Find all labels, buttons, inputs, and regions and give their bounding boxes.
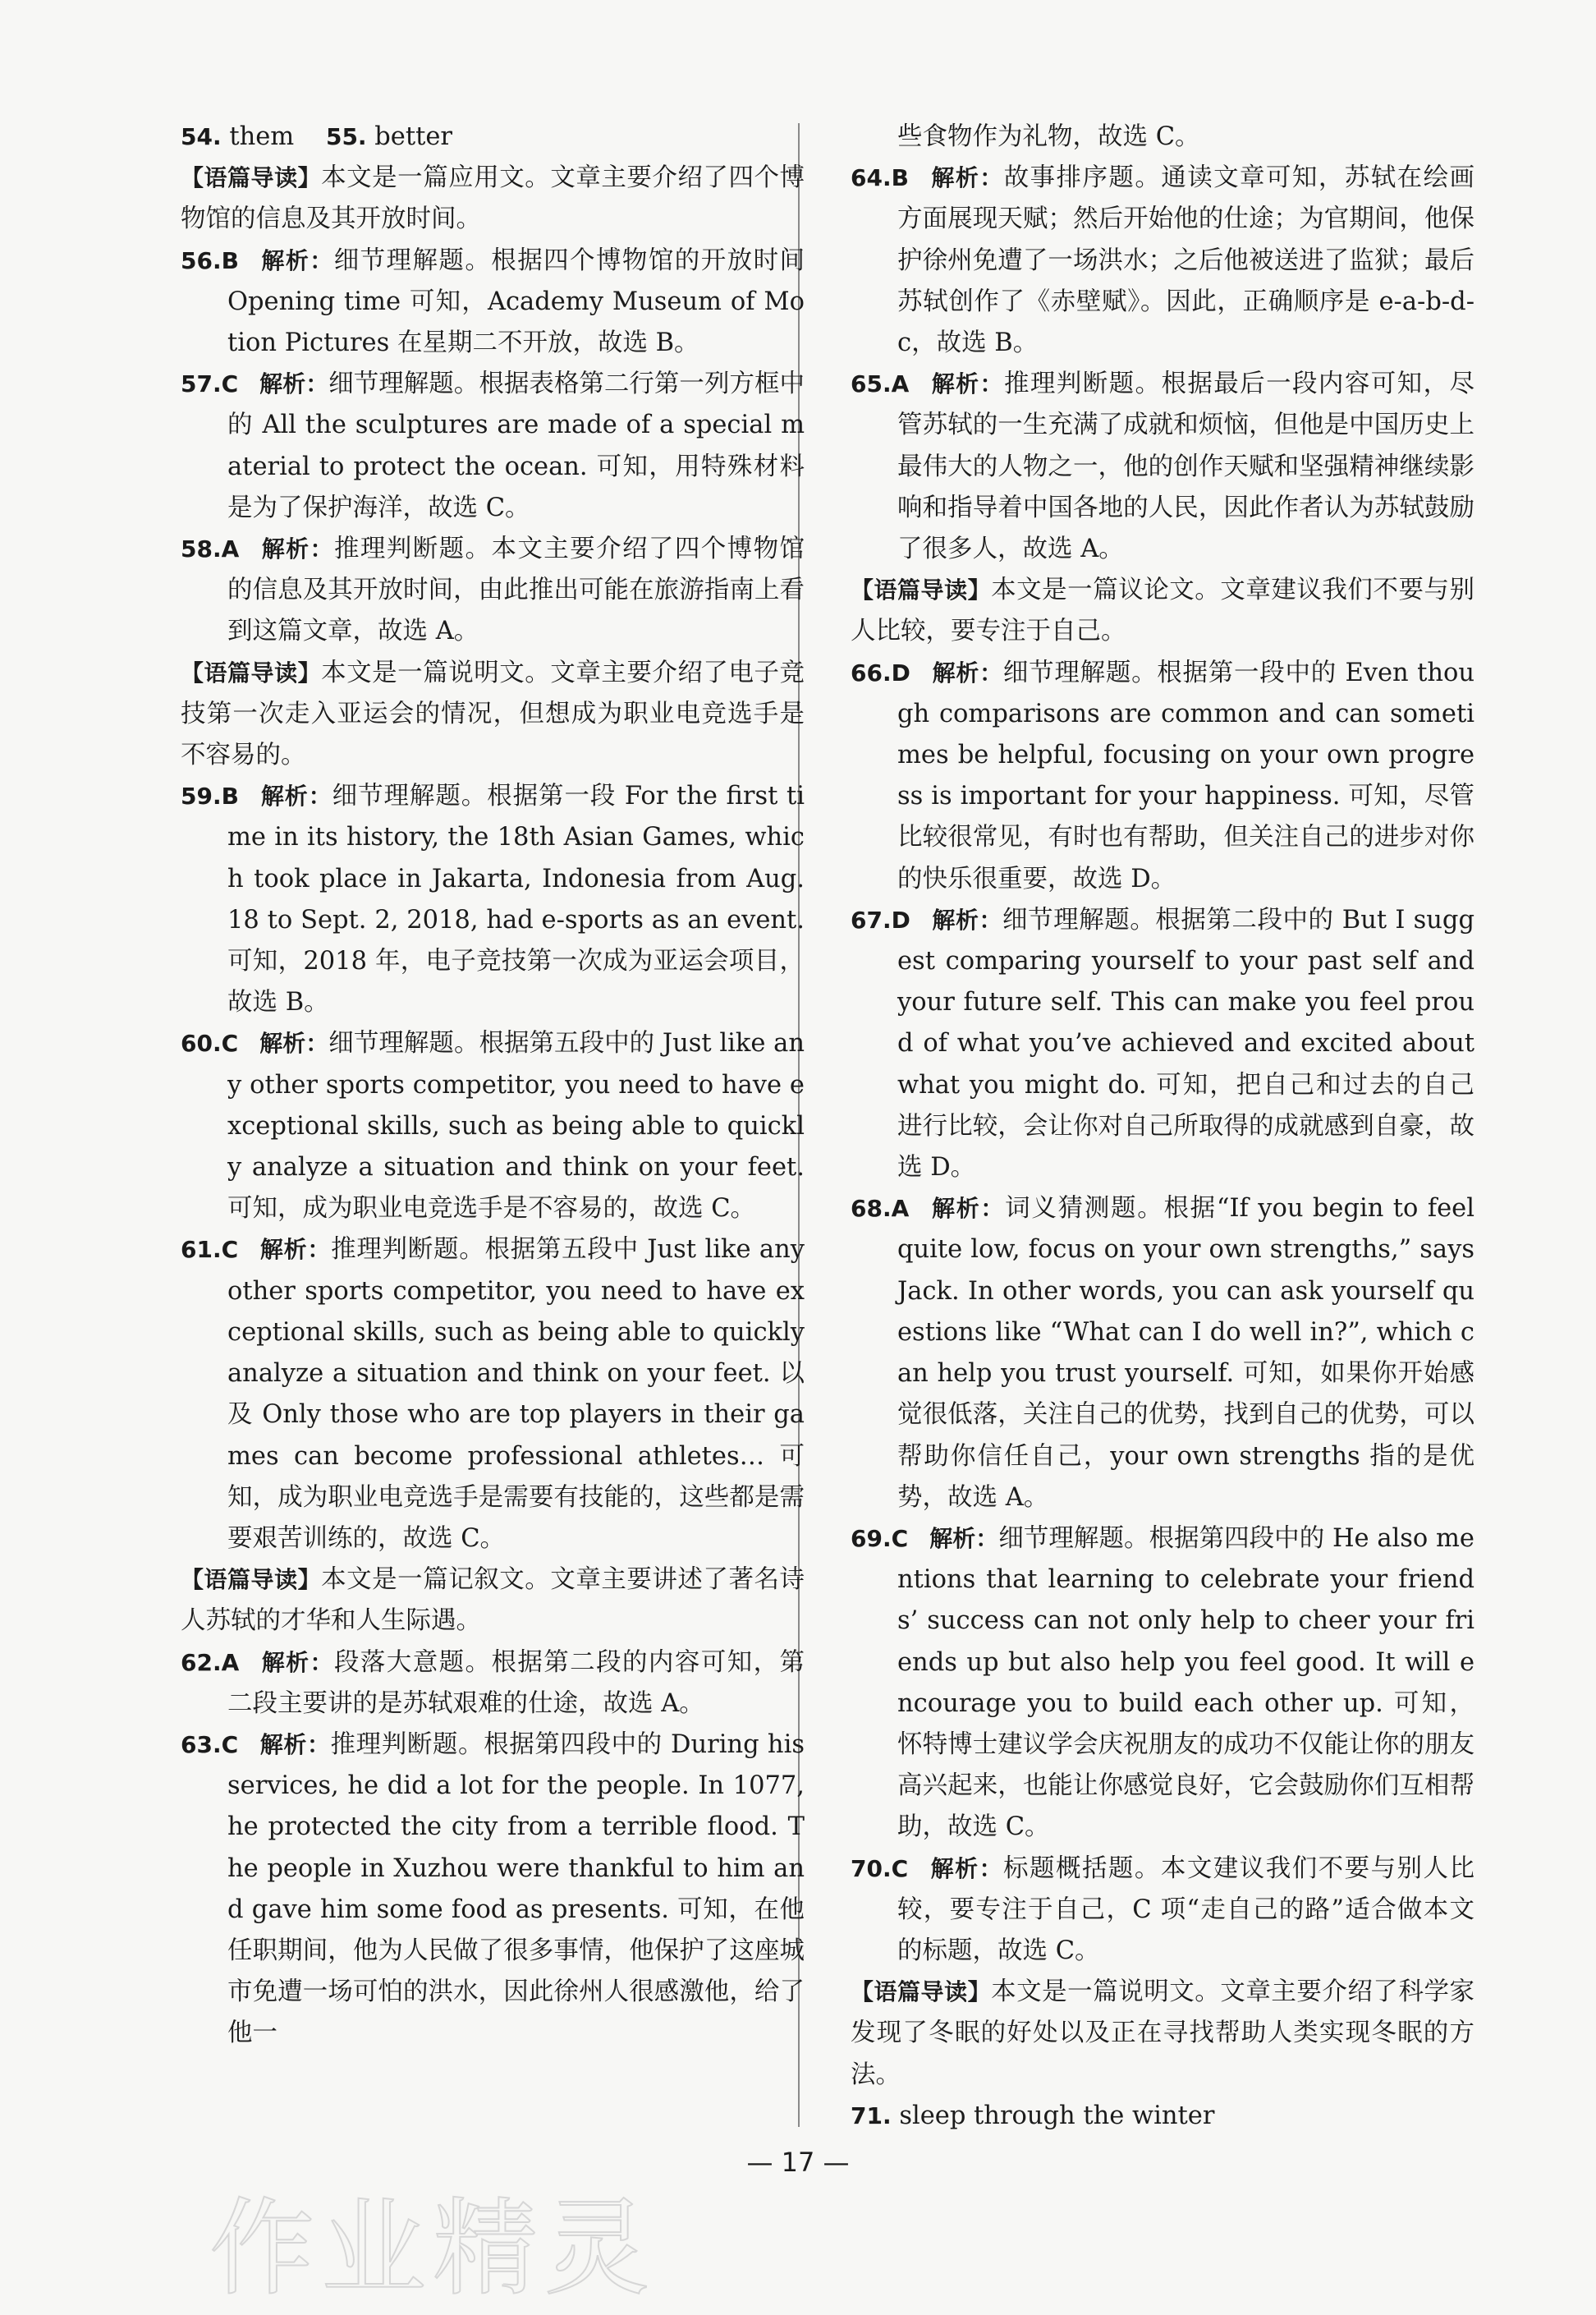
question-61: 61.C 解析：推理判断题。根据第五段中 Just like any other sports competitor, you need to have exceptional skills, such as being able to quickly analyze a situation and think on your feet. 以及 Only those who are top players in their games can become professional athletes… 可知，成为职业电竞选手是需要有技能的，这些都是需要艰苦训练的，故选 C。 — [181, 1235, 805, 1553]
question-65: 65.A 解析：推理判断题。根据最后一段内容可知，尽管苏轼的一生充满了成就和烦恼，但他是中国历史上最伟大的人物之一，他的创作天赋和坚强精神继续影响和指导着中国各地的人民，因此作者认为苏轼鼓励了很多人，故选 A。 — [851, 370, 1474, 564]
passage-guide-4: 【语篇导读】本文是一篇议论文。文章建议我们不要与别人比较，要专注于自己。 — [851, 576, 1474, 646]
question-67: 67.D 解析：细节理解题。根据第二段中的 But I suggest comparing yourself to your past self and your future self. This can make you feel proud of what you’ve achieved and excited about what you might do. 可知，把自己和过去的自己进行比较，会让你对自己所取得的成就感到自豪，故选 D。 — [851, 905, 1474, 1183]
question-62: 62.A 解析：段落大意题。根据第二段的内容可知，第二段主要讲的是苏轼艰难的仕途，故选 A。 — [181, 1647, 805, 1718]
answers-54-55: 54. them 55. better — [181, 122, 452, 151]
question-68: 68.A 解析：词义猜测题。根据“If you begin to feel quite low, focus on your own strengths,” says Jack. In other words, you can ask yourself questions like “What can I do well in?”, which can help you trust yourself. 可知，如果你开始感觉很低落，关注自己的优势，找到自己的优势，可以帮助你信任自己，your own strengths 指的是优势，故选 A。 — [851, 1194, 1474, 1512]
passage-guide-1: 【语篇导读】本文是一篇应用文。文章主要介绍了四个博物馆的信息及其开放时间。 — [181, 163, 805, 234]
passage-guide-5: 【语篇导读】本文是一篇说明文。文章主要介绍了科学家发现了冬眠的好处以及正在寻找帮助人类实现冬眠的方法。 — [851, 1977, 1474, 2089]
question-59: 59.B 解析：细节理解题。根据第一段 For the first time in its history, the 18th Asian Games, which took place in Jakarta, Indonesia from Aug. 18 to Sept. 2, 2018, had e-sports as an event. 可知，2018 年，电子竞技第一次成为亚运会项目，故选 B。 — [181, 782, 805, 1017]
question-63-continued: 些食物作为礼物，故选 C。 — [897, 122, 1200, 151]
left-column — [181, 117, 805, 2055]
question-56: 56.B 解析：细节理解题。根据四个博物馆的开放时间 Opening time 可知，Academy Museum of Motion Pictures 在星期二不开放，故选 B。 — [181, 246, 805, 358]
question-58: 58.A 解析：推理判断题。本文主要介绍了四个博物馆的信息及其开放时间，由此推出可能在旅游指南上看到这篇文章，故选 A。 — [181, 535, 805, 646]
page-number: — 17 — — [746, 2147, 850, 2178]
question-71: 71. sleep through the winter — [851, 2101, 1215, 2130]
passage-guide-3: 【语篇导读】本文是一篇记叙文。文章主要讲述了著名诗人苏轼的才华和人生际遇。 — [181, 1565, 805, 1636]
question-60: 60.C 解析：细节理解题。根据第五段中的 Just like any other sports competitor, you need to have exceptional skills, such as being able to quickly analyze a situation and think on your feet. 可知，成为职业电竞选手是不容易的，故选 C。 — [181, 1029, 805, 1224]
question-66: 66.D 解析：细节理解题。根据第一段中的 Even though comparisons are common and can sometimes be helpful, focusing on your own progress is important for your happiness. 可知，尽管比较很常见，有时也有帮助，但关注自己的进步对你的快乐很重要，故选 D。 — [851, 658, 1474, 893]
question-63: 63.C 解析：推理判断题。根据第四段中的 During his services, he did a lot for the people. In 1077, he protected the city from a terrible flood. The people in Xuzhou were thankful to him and gave him some food as presents. 可知，在他任职期间，他为人民做了很多事情，他保护了这座城市免遭一场可怕的洪水，因此徐州人很感激他，给了他一 — [181, 1729, 805, 2048]
question-69: 69.C 解析：细节理解题。根据第四段中的 He also mentions that learning to celebrate your friends’ success can not only help to cheer your friends up but also help you feel good. It will encourage you to build each other up. 可知，怀特博士建议学会庆祝朋友的成功不仅能让你的朋友高兴起来，也能让你感觉良好，它会鼓励你们互相帮助，故选 C。 — [851, 1523, 1474, 1842]
right-column — [851, 117, 1474, 2137]
question-64: 64.B 解析：故事排序题。通读文章可知，苏轼在绘画方面展现天赋；然后开始他的仕途；为官期间，他保护徐州免遭了一场洪水；之后他被送进了监狱；最后苏轼创作了《赤壁赋》。因此，正确顺序是 e-a-b-d-c，故选 B。 — [851, 163, 1474, 358]
question-57: 57.C 解析：细节理解题。根据表格第二行第一列方框中的 All the sculptures are made of a special material to protect the ocean. 可知，用特殊材料是为了保护海洋，故选 C。 — [181, 370, 805, 522]
passage-guide-2: 【语篇导读】本文是一篇说明文。文章主要介绍了电子竞技第一次走入亚运会的情况，但想成为职业电竞选手是不容易的。 — [181, 658, 805, 770]
question-70: 70.C 解析：标题概括题。本文建议我们不要与别人比较，要专注于自己，C 项“走自己的路”适合做本文的标题，故选 C。 — [851, 1853, 1474, 1965]
watermark-logo: 作业精灵 — [209, 2188, 657, 2310]
